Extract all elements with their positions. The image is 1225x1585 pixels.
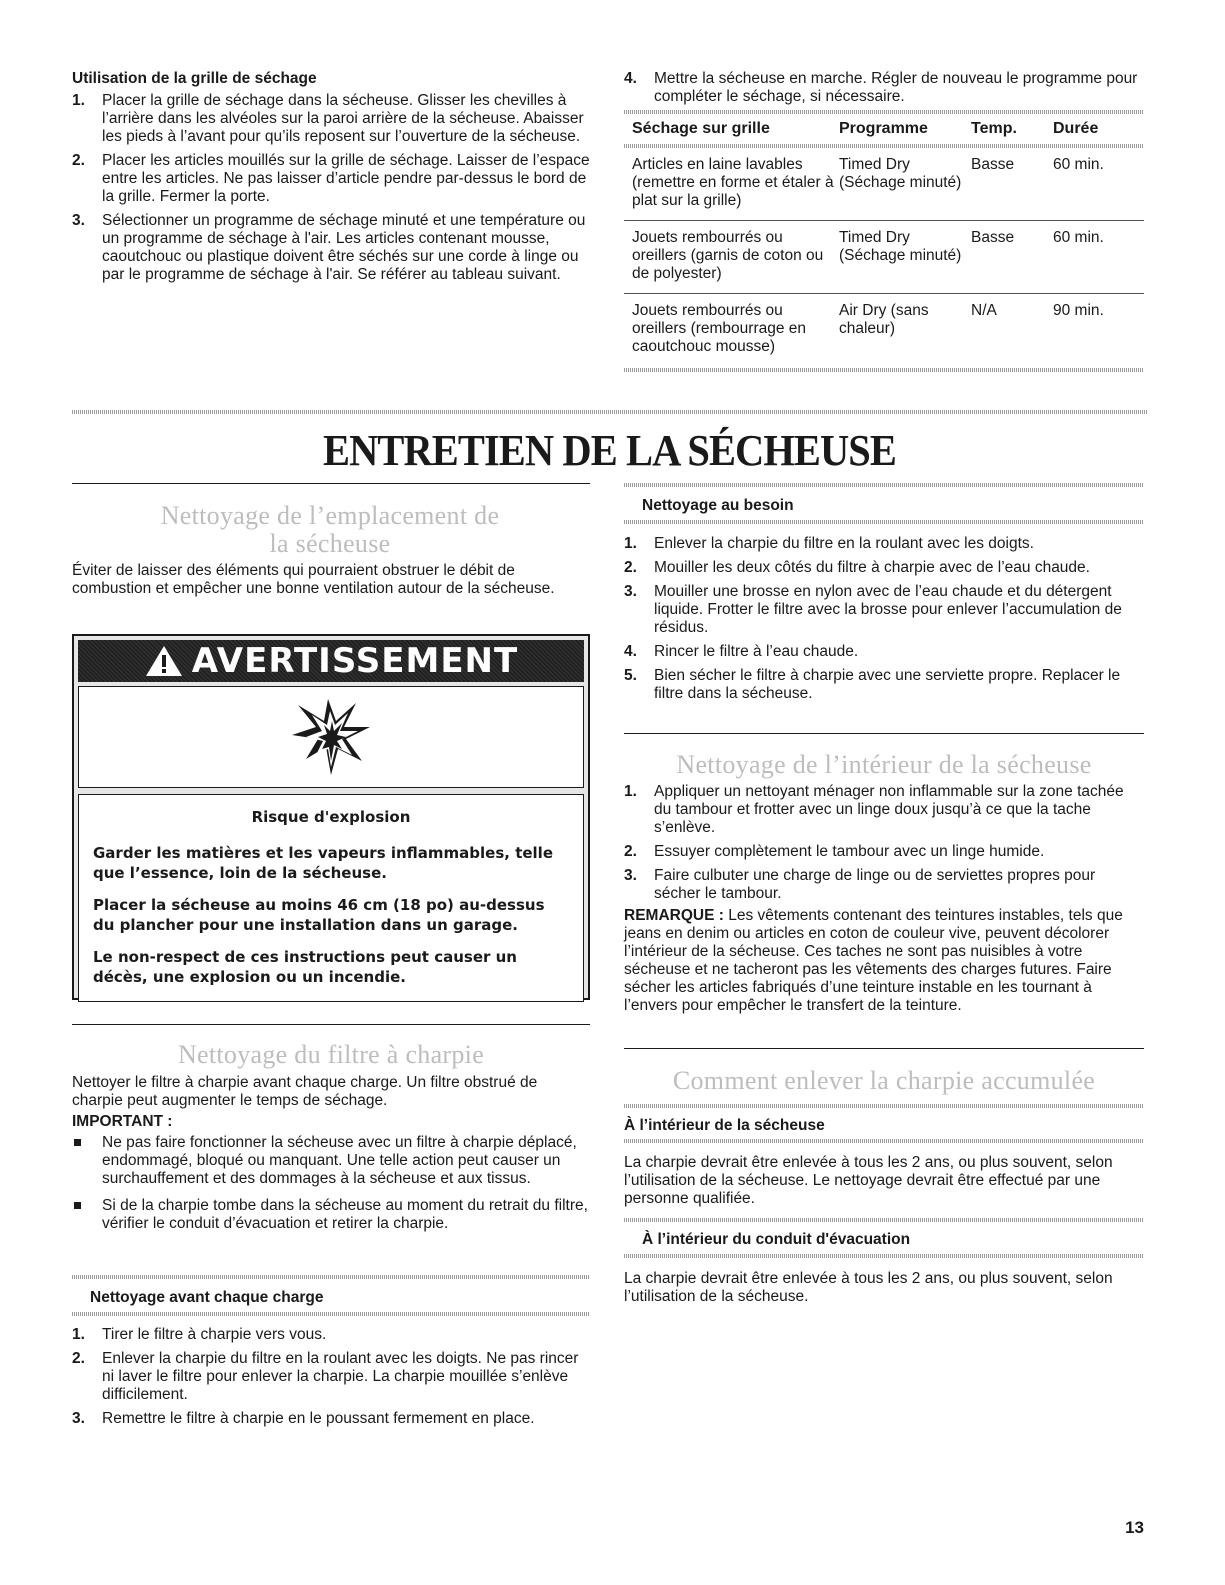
warning-triangle-icon [144, 644, 184, 678]
grille-steps [72, 92, 590, 284]
list-item: 2. Essuyer complètement le tambour avec un linge humide. [624, 843, 1045, 860]
accumulee-h1-bottom-divider [624, 1139, 1144, 1143]
accumulee-top-rule [624, 1048, 1144, 1049]
table-row [624, 148, 1144, 221]
remarque-text: Les vêtements contenant des teintures instables, tels que jeans en denim ou articles en coton de couleur vive, peuvent décolorer l’intérieur de la sécheuse. Ces taches ne sont pas nuisibles à votre sécheuse et ne tacheront pas les vêtements des charges futures. Faire sécher les articles fabriqués d’une teinture instable en les tournant à l’envers pour empêcher le transfert de la teinture. [624, 907, 1123, 1014]
page-number: 13 [1125, 1518, 1144, 1537]
filtre-section [72, 1074, 590, 1239]
interieur-top-rule [624, 733, 1144, 734]
table-header: Programme [839, 120, 928, 137]
emplacement-top-rule [72, 483, 590, 484]
table-cell: Timed Dry (Séchage minuté) [839, 221, 971, 294]
filtre-top-rule [72, 1024, 590, 1025]
warning-paragraph: Placer la sécheuse au moins 46 cm (18 po) au-dessus du plancher pour une installation dans un garage. [93, 896, 545, 934]
interieur-section [624, 783, 1144, 1015]
warning-header [78, 640, 584, 682]
accumulee-h2-top-divider [624, 1218, 1144, 1222]
table-cell: Basse [971, 221, 1053, 294]
list-item: 2. Mouiller les deux côtés du filtre à charpie avec de l’eau chaude. [624, 559, 1090, 576]
table-cell: Timed Dry (Séchage minuté) [839, 156, 962, 191]
avant-top-divider [72, 1275, 590, 1279]
table-header: Séchage sur grille [632, 120, 770, 137]
table-cell: 90 min. [1053, 294, 1144, 367]
remarque [624, 907, 1144, 1015]
table-row [624, 221, 1144, 294]
warning-text [78, 794, 584, 1002]
list-item: 1. Placer la grille de séchage dans la sécheuse. Glisser les chevilles à l’arrière dans les alvéoles sur la paroi arrière de la sécheuse. Abaisser les pieds à l’avant pour qu’ils reposent sur l’ouverture de la sécheuse. [72, 92, 584, 145]
emplacement-text: Éviter de laisser des éléments qui pourraient obstruer le débit de combustion et empêcher une bonne ventilation autour de la sécheuse. [72, 562, 555, 597]
explosion-icon [286, 697, 376, 777]
avant-steps [72, 1326, 590, 1428]
list-item: 2. Placer les articles mouillés sur la grille de séchage. Laisser de l’espace entre les articles. Ne pas laisser d’article pendre par-dessus le bord de la grille. Fermer la porte. [72, 152, 590, 205]
accumulee-t2: La charpie devrait être enlevée à tous les 2 ans, ou plus souvent, selon l’utilisation de la sécheuse. [624, 1270, 1113, 1305]
table-header: Durée [1053, 120, 1099, 137]
list-item: 1. Tirer le filtre à charpie vers vous. [72, 1326, 327, 1343]
drying-rack-table [624, 118, 1144, 366]
table-cell: Jouets rembourrés ou oreillers (garnis de coton ou de polyester) [624, 221, 839, 294]
list-item: 1. Appliquer un nettoyant ménager non inflammable sur la zone tachée du tambour et frotter avec un linge doux jusqu’à ce que la tache s’enlève. [624, 783, 1124, 836]
list-item: Ne pas faire fonctionner la sécheuse avec un filtre à charpie déplacé, endommagé, bloqué ou manquant. Une telle action peut causer un surchauffement et des dommages à la sécheuse et aux tissus. [72, 1134, 590, 1188]
table-cell: 60 min. [1053, 221, 1144, 294]
grille-heading: Utilisation de la grille de séchage [72, 70, 317, 87]
table-header-row [624, 118, 1144, 144]
table-cell: 60 min. [1053, 156, 1104, 173]
table-cell: Articles en laine lavables (remettre en forme et étaler à plat sur la grille) [632, 156, 834, 209]
besoin-bottom-divider [624, 520, 1144, 524]
table-row [624, 294, 1144, 367]
accumulee-h2: À l’intérieur du conduit d'évacuation [642, 1231, 911, 1248]
avant-bottom-divider [72, 1312, 590, 1316]
warning-box [72, 634, 590, 1000]
list-item: 2. Enlever la charpie du filtre en la roulant avec les doigts. Ne pas rincer ni laver le filtre pour enlever la charpie. La charpie mouillée s’enlève difficilement. [72, 1350, 579, 1403]
section-divider [72, 410, 1147, 414]
table-cell: Jouets rembourrés ou oreillers (rembourrage en caoutchouc mousse) [624, 294, 839, 367]
warning-paragraph: Le non-respect de ces instructions peut causer un décès, une explosion ou un incendie. [93, 948, 517, 986]
filtre-title: Nettoyage du filtre à charpie [177, 1040, 485, 1069]
filtre-intro: Nettoyer le filtre à charpie avant chaque charge. Un filtre obstrué de charpie peut augmenter le temps de séchage. [72, 1074, 538, 1109]
warning-risk: Risque d'explosion [251, 808, 411, 826]
list-item: 3. Remettre le filtre à charpie en le poussant fermement en place. [72, 1410, 535, 1427]
list-item: 3. Mouiller une brosse en nylon avec de l’eau chaude et du détergent liquide. Frotter le filtre avec la brosse pour enlever l’accumulation de résidus. [624, 583, 1122, 636]
emplacement-title: Nettoyage de l’emplacement de la sécheuse [160, 501, 500, 558]
grille-step-4 [624, 70, 1144, 106]
grille-section [72, 70, 590, 290]
interieur-steps [624, 783, 1144, 903]
list-item: 3. Sélectionner un programme de séchage minuté et une température ou un programme de séchage à l'air. Les articles contenant mousse, caoutchouc ou plastique doivent être séchés sur une corde à linge ou par le programme de séchage à l'air. Se référer au tableau suivant. [72, 212, 586, 283]
accumulee-h2-bottom-divider [624, 1254, 1144, 1258]
table-header: Temp. [971, 120, 1017, 137]
besoin-steps [624, 535, 1144, 703]
table-top-divider [624, 110, 1144, 114]
accumulee-title: Comment enlever la charpie accumulée [672, 1066, 1096, 1095]
remarque-label: REMARQUE : [624, 907, 724, 924]
page-title: ENTRETIEN DE LA SÉCHEUSE [323, 426, 896, 475]
accumulee-t1: La charpie devrait être enlevée à tous les 2 ans, ou plus souvent, selon l’utilisation de la sécheuse. Le nettoyage devrait être effectué par une personne qualifiée. [624, 1154, 1113, 1207]
table-cell: Basse [971, 156, 1015, 173]
list-item: 1. Enlever la charpie du filtre en la roulant avec les doigts. [624, 535, 1034, 552]
besoin-steps-section [624, 535, 1144, 709]
list-item: 4. Rincer le filtre à l’eau chaude. [624, 643, 859, 660]
besoin-heading: Nettoyage au besoin [642, 497, 794, 514]
important-label: IMPORTANT : [72, 1113, 173, 1130]
warning-label: AVERTISSEMENT [191, 641, 519, 681]
list-item: 3. Faire culbuter une charge de linge ou de serviettes propres pour sécher le tambour. [624, 867, 1096, 902]
accumulee-h1: À l’intérieur de la sécheuse [624, 1117, 825, 1134]
besoin-top-divider [624, 483, 1144, 487]
table-cell: N/A [971, 294, 1053, 367]
table-cell: Air Dry (sans chaleur) [839, 294, 971, 367]
interieur-title: Nettoyage de l’intérieur de la sécheuse [676, 750, 1092, 779]
filtre-bullets [72, 1134, 590, 1233]
grille-step4-and-table [624, 70, 1144, 372]
accumulee-h1-top-divider [624, 1104, 1144, 1108]
table-bottom-divider [624, 368, 1144, 372]
list-item: Si de la charpie tombe dans la sécheuse au moment du retrait du filtre, vérifier le conduit d’évacuation et retirer la charpie. [72, 1197, 590, 1233]
avant-heading: Nettoyage avant chaque charge [90, 1289, 324, 1306]
list-item: 5. Bien sécher le filtre à charpie avec une serviette propre. Replacer le filtre dans la sécheuse. [624, 667, 1121, 702]
avant-steps-section [72, 1326, 590, 1434]
warning-icon-area [78, 686, 584, 788]
list-item: 4. Mettre la sécheuse en marche. Régler de nouveau le programme pour compléter le séchage, si nécessaire. [624, 70, 1138, 105]
warning-paragraph: Garder les matières et les vapeurs inflammables, telle que l’essence, loin de la sécheuse. [93, 844, 553, 882]
